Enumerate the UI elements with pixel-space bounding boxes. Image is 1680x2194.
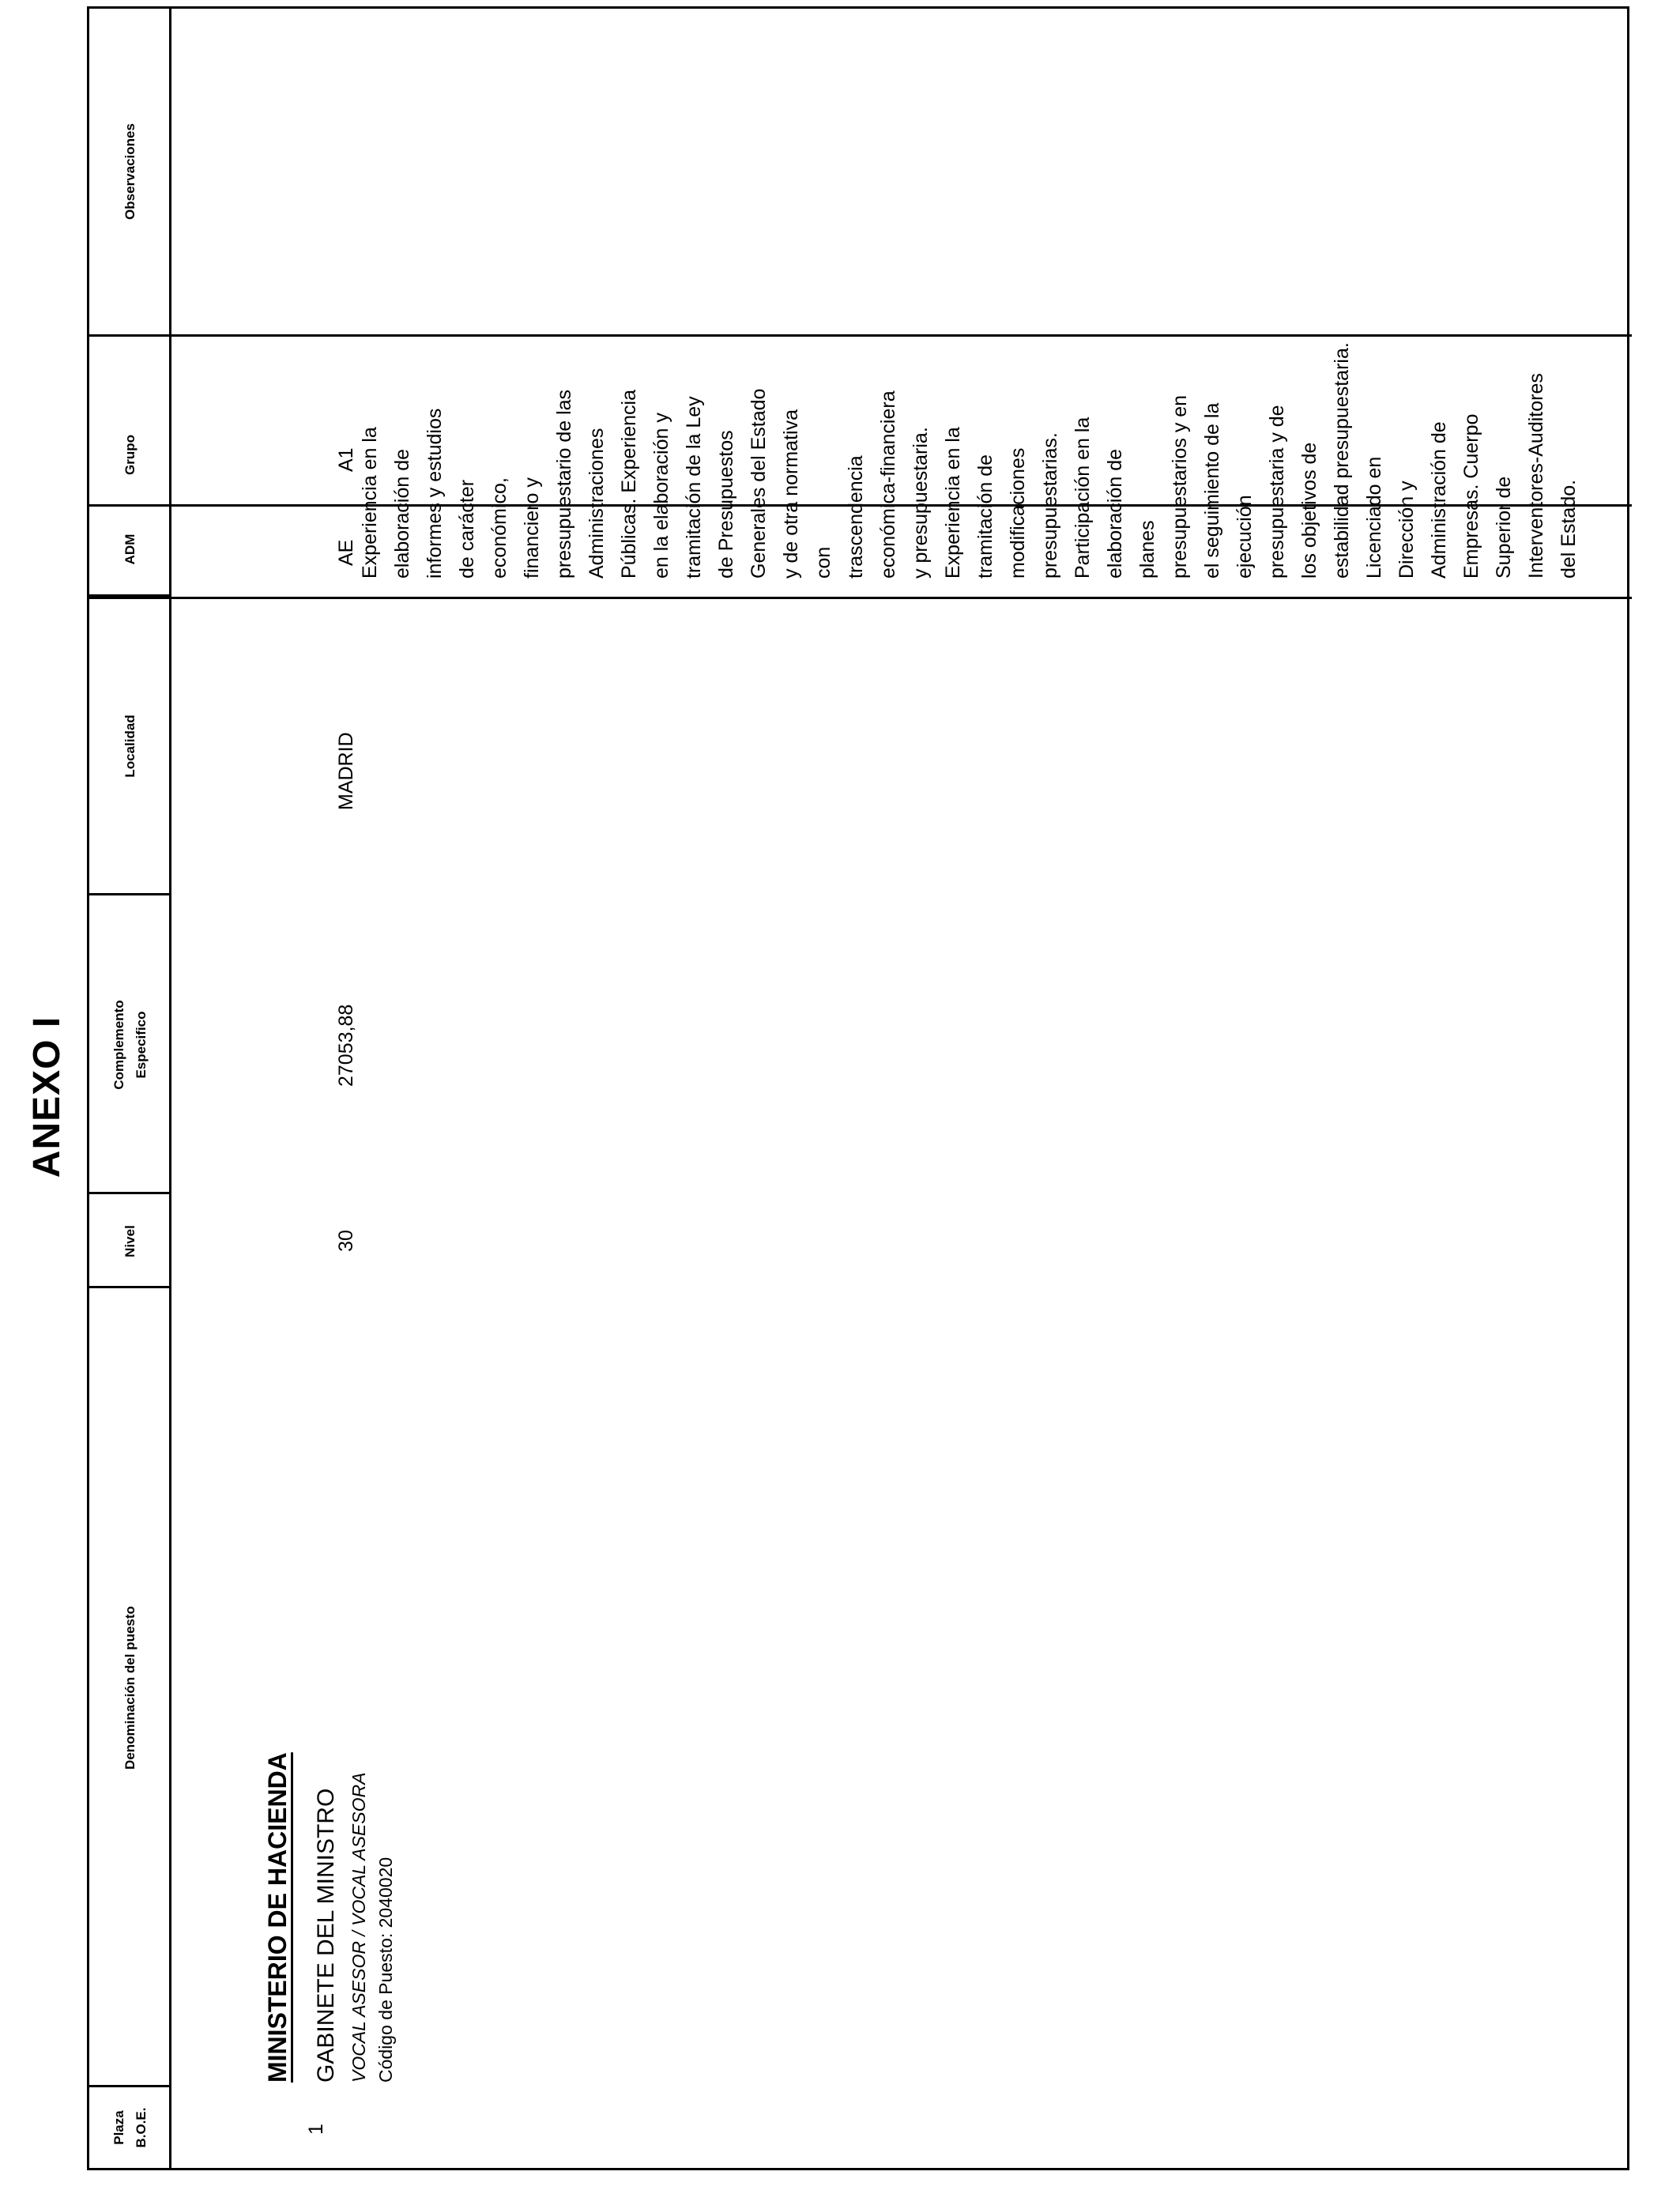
complemento-value: 27053,88 bbox=[335, 1004, 357, 1087]
post-name: VOCAL ASESOR / VOCAL ASESORA bbox=[348, 1772, 369, 2083]
meritos-line: informes y estudios bbox=[424, 408, 446, 579]
meritos-line: Administraciones bbox=[586, 428, 608, 579]
meritos-line: Participación en la bbox=[1072, 417, 1094, 579]
meritos-line: económica-financiera bbox=[877, 390, 899, 579]
header-complemento bbox=[89, 895, 171, 1194]
meritos-line: los objetivos de bbox=[1298, 442, 1320, 579]
header-plaza-line2: B.O.E. bbox=[134, 2107, 149, 2148]
page-title: ANEXO I bbox=[26, 1016, 68, 1178]
header-nivel: Nivel bbox=[122, 1225, 137, 1257]
table-frame bbox=[87, 6, 1629, 2170]
meritos-line: Generales del Estado bbox=[748, 388, 770, 579]
col-divider bbox=[89, 597, 1632, 599]
meritos-line: presupuestarias. bbox=[1039, 432, 1061, 579]
meritos-line: con bbox=[812, 546, 834, 579]
header-localidad: Localidad bbox=[122, 714, 137, 778]
header-plaza-line1: Plaza bbox=[111, 2110, 126, 2145]
meritos-line: Experiencia en la bbox=[942, 427, 964, 579]
meritos-line: Superior de bbox=[1493, 476, 1515, 579]
localidad-value: MADRID bbox=[335, 732, 357, 810]
meritos-line: Dirección y bbox=[1396, 481, 1418, 579]
plaza-number: 1 bbox=[305, 2124, 327, 2135]
nivel-value: 30 bbox=[335, 1230, 357, 1252]
post-code: Código de Puesto: 2040020 bbox=[375, 1857, 396, 2083]
meritos-line: trascendencia bbox=[845, 455, 867, 579]
meritos-line: financiero y bbox=[521, 477, 543, 579]
header-complemento-line1: Complemento bbox=[111, 1000, 126, 1090]
meritos-line: ejecución bbox=[1234, 495, 1256, 579]
header-grupo: Grupo bbox=[122, 435, 137, 475]
adm-value: AE bbox=[335, 539, 357, 566]
meritos-line: modificaciones bbox=[1007, 447, 1029, 579]
meritos-line: planes bbox=[1136, 520, 1158, 579]
meritos-line: elaboración de bbox=[1104, 448, 1126, 579]
header-adm: ADM bbox=[122, 533, 137, 565]
meritos-line: Administración de bbox=[1428, 421, 1450, 579]
meritos-line: Interventores-Auditores bbox=[1525, 373, 1547, 579]
header-complemento-line2: Especifico bbox=[134, 1011, 149, 1079]
meritos-line: del Estado. bbox=[1558, 479, 1580, 579]
unit-name: GABINETE DEL MINISTRO bbox=[313, 1788, 339, 2083]
ministry-name: MINISTERIO DE HACIENDA bbox=[263, 1752, 292, 2083]
meritos-line: de Presupuestos bbox=[715, 430, 737, 579]
grupo-value: A1 bbox=[335, 447, 357, 472]
meritos-line: tramitación de bbox=[974, 454, 996, 579]
meritos-text bbox=[354, 266, 1585, 579]
meritos-line: Licenciado en bbox=[1363, 456, 1385, 579]
meritos-line: elaboración de bbox=[391, 448, 413, 579]
meritos-line: tramitación de la Ley bbox=[683, 396, 705, 579]
meritos-line: económico, bbox=[488, 477, 510, 579]
meritos-line: y presupuestaria. bbox=[910, 427, 932, 579]
meritos-line: y de otra normativa bbox=[780, 409, 802, 579]
meritos-line: Empresas. Cuerpo bbox=[1460, 413, 1482, 579]
header-denominacion: Denominación del puesto bbox=[122, 1606, 137, 1770]
meritos-line: presupuestario de las bbox=[553, 389, 575, 579]
meritos-line: de carácter bbox=[456, 479, 478, 579]
meritos-line: en la elaboración y bbox=[650, 413, 672, 579]
header-plaza bbox=[89, 2087, 171, 2168]
meritos-line: el seguimiento de la bbox=[1201, 402, 1223, 579]
header-observaciones: Observaciones bbox=[122, 123, 137, 220]
meritos-line: estabilidad presupuestaria. bbox=[1331, 342, 1353, 579]
meritos-line: presupuestarios y en bbox=[1169, 394, 1191, 579]
meritos-line: presupuestaria y de bbox=[1266, 405, 1288, 579]
meritos-line: Públicas. Experiencia bbox=[618, 389, 640, 579]
meritos-line: Experiencia en la bbox=[359, 427, 381, 579]
